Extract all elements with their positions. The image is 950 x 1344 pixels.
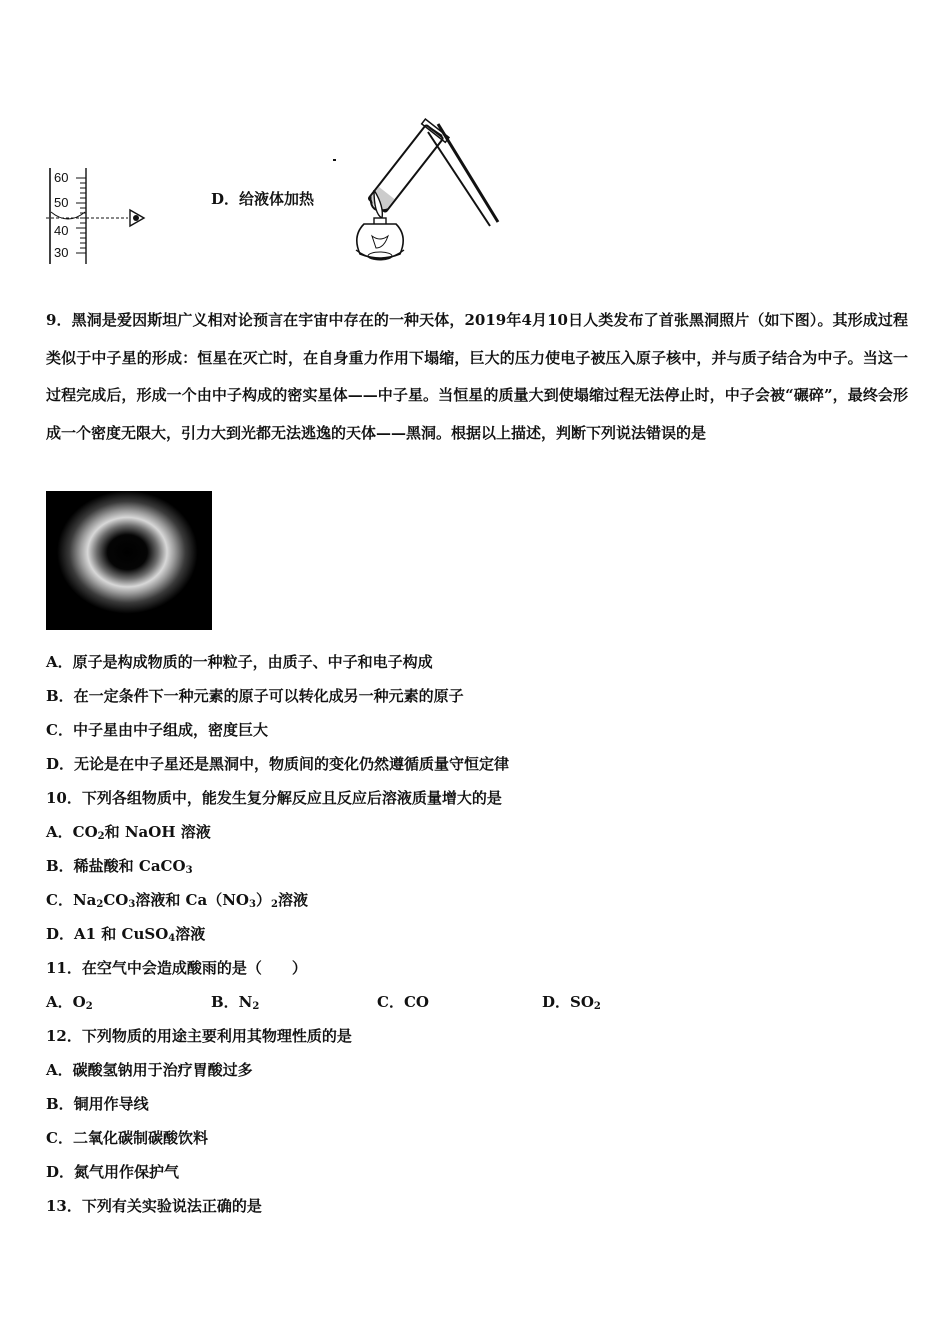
q12-option-c: C．二氧化碳制碳酸饮料 (46, 1129, 208, 1147)
question-9-text: 9．黑洞是爱因斯坦广义相对论预言在宇宙中存在的一种天体，2019年4月10日人类发布了首张黑洞照片（如下图）。其形成过程类似于中子星的形成：恒星在灭亡时，在自身重力作用下塌缩，巨大的压力使电子被压入原子核中，并与质子结合为中子。当这一过程完成后，形成一个由中子构成的密实星体——中子星。当恒星的质量大到使塌缩过程无法停止时，中子会被“碾碎”，最终会形成一个密度无限大，引力大到光都无法逃逸的天体——黑洞。根据以上描述，判断下列说法错误的是 (46, 311, 908, 443)
q10-option-d (46, 924, 205, 949)
q11-b-sub: 2 (252, 1001, 260, 1012)
q10-c-text3: 溶液和 Ca（NO (135, 891, 249, 909)
q11-b-text: B．N (211, 993, 253, 1011)
q10-option-a (46, 822, 211, 847)
q11-option-b (211, 992, 259, 1017)
cylinder-tick-40: 40 (54, 223, 69, 238)
cylinder-tick-30: 30 (54, 245, 69, 260)
cylinder-tick-60: 60 (54, 170, 69, 185)
q10-c-text1: C．Na (46, 891, 97, 909)
option-d-heating-label: D．给液体加热 (211, 190, 315, 208)
q10-option-b (46, 856, 193, 881)
q10-b-text1: B．稀盐酸和 CaCO (46, 857, 186, 875)
q10-a-text2: 和 NaOH 溶液 (104, 823, 211, 841)
q10-c-sub1: 2 (96, 899, 104, 910)
test-tube-heating-figure (330, 118, 510, 268)
q10-d-sub1: 4 (168, 933, 176, 944)
q10-c-sub4: 2 (270, 899, 278, 910)
question-10-stem: 10．下列各组物质中，能发生复分解反应且反应后溶液质量增大的是 (46, 789, 502, 807)
q11-a-sub: 2 (85, 1001, 93, 1012)
q11-d-sub: 2 (593, 1001, 601, 1012)
q12-option-a: A．碳酸氢钠用于治疗胃酸过多 (46, 1061, 253, 1079)
question-11-stem: 11．在空气中会造成酸雨的是（ ） (46, 959, 307, 977)
q11-option-c (377, 992, 429, 1012)
q12-option-d: D．氮气用作保护气 (46, 1163, 180, 1181)
q11-a-text: A．O (46, 993, 86, 1011)
q11-option-a (46, 992, 93, 1017)
q10-a-sub1: 2 (97, 831, 105, 842)
q11-c-text: C．CO (377, 993, 429, 1011)
graduated-cylinder-figure (46, 164, 156, 268)
q10-option-c (46, 890, 308, 915)
q10-a-text1: A．CO (46, 823, 98, 841)
black-hole-photo (46, 491, 212, 630)
q10-c-text5: 溶液 (277, 891, 308, 909)
q10-d-text2: 溶液 (175, 925, 206, 943)
question-13-stem: 13．下列有关实验说法正确的是 (46, 1197, 262, 1215)
q9-option-d: D．无论是在中子星还是黑洞中，物质间的变化仍然遵循质量守恒定律 (46, 755, 510, 773)
q12-option-b: B．铜用作导线 (46, 1095, 149, 1113)
q10-d-text1: D．A1 和 CuSO (46, 925, 169, 943)
q9-option-b: B．在一定条件下一种元素的原子可以转化成另一种元素的原子 (46, 687, 464, 705)
q9-option-c: C．中子星由中子组成，密度巨大 (46, 721, 268, 739)
q10-c-text4: ） (255, 891, 271, 909)
question-12-stem: 12．下列物质的用途主要利用其物理性质的是 (46, 1027, 352, 1045)
q9-option-a: A．原子是构成物质的一种粒子，由质子、中子和电子构成 (46, 653, 433, 671)
cylinder-tick-50: 50 (54, 195, 69, 210)
q11-d-text: D．SO (542, 993, 594, 1011)
q10-c-text2: CO (103, 891, 129, 909)
q10-b-sub1: 3 (185, 865, 193, 876)
q11-option-d (542, 992, 601, 1017)
q10-c-sub2: 3 (128, 899, 136, 910)
q10-c-sub3: 3 (249, 899, 256, 910)
